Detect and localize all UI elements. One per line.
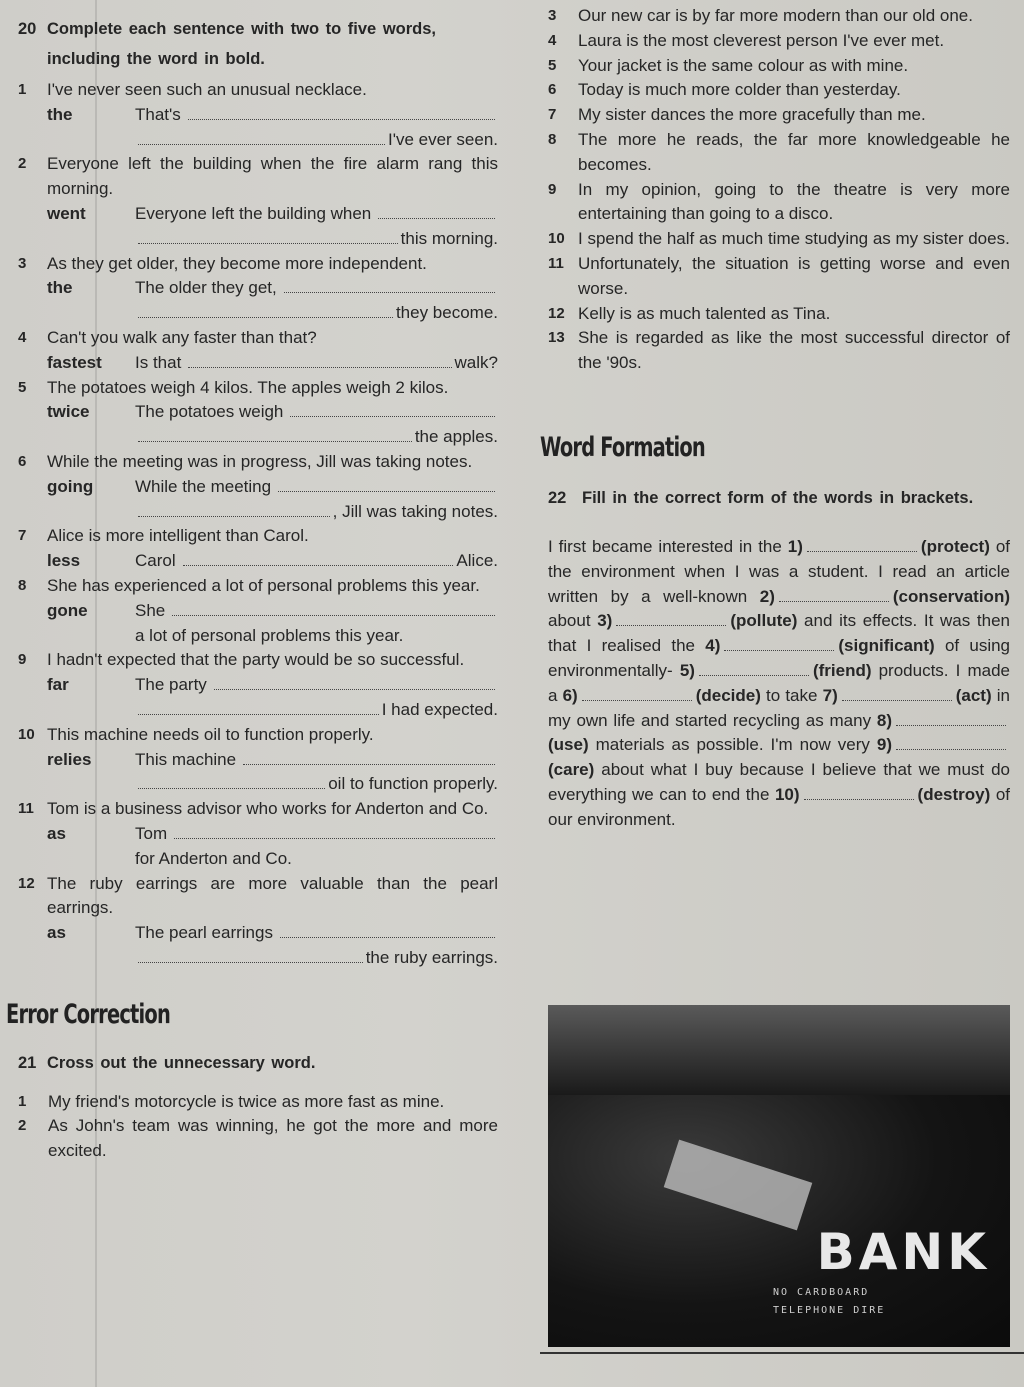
exercise-item <box>18 648 498 722</box>
exercise-20-items <box>18 78 498 971</box>
answer-row <box>47 202 498 227</box>
exercise-item <box>18 78 498 152</box>
divider-line <box>540 1352 1024 1354</box>
item-number: 12 <box>548 304 565 322</box>
item-number: 2 <box>18 155 27 173</box>
answer-row-text: I've ever seen. <box>387 129 498 149</box>
photo-bank-sign: BANK <box>816 1223 990 1281</box>
item-number: 1 <box>18 81 27 98</box>
answer-row <box>47 624 498 649</box>
passage-text: I first became interested in the <box>548 536 788 556</box>
item-sentence[interactable]: My sister dances the more gracefully than me. <box>578 105 926 125</box>
answer-blank-input[interactable] <box>842 688 952 701</box>
keyword-bold: the <box>47 104 73 124</box>
answer-blank-input[interactable] <box>779 589 889 602</box>
answer-row <box>47 475 498 500</box>
photo-sign-line: TELEPHONE DIRE <box>773 1305 886 1316</box>
blank-number: 7) <box>822 685 838 705</box>
keyword-bold: fastest <box>47 352 102 372</box>
answer-row-text: While the meeting <box>135 476 272 496</box>
exercise-item <box>18 1090 498 1115</box>
item-number: 7 <box>18 527 27 545</box>
base-word-bold: (act) <box>955 685 992 705</box>
passage-text: in my own life and started recycling as many <box>548 685 1010 730</box>
answer-blank-input[interactable] <box>896 737 1006 750</box>
answer-blank-input[interactable] <box>243 750 495 765</box>
exercise-item <box>18 152 498 251</box>
item-number: 8 <box>548 130 557 148</box>
item-number: 10 <box>18 725 35 743</box>
answer-row-text: a lot of personal problems this year. <box>135 625 404 645</box>
item-number: 12 <box>18 874 35 892</box>
answer-row-text: for Anderton and Co. <box>135 848 292 868</box>
answer-blank-input[interactable] <box>138 229 398 244</box>
word-formation-passage <box>548 535 1010 833</box>
answer-blank-input[interactable] <box>138 774 325 789</box>
blank-number: 6) <box>562 685 578 705</box>
answer-row-text: The pearl earrings <box>135 923 273 943</box>
item-number: 4 <box>18 328 27 346</box>
exercise-22-header <box>548 483 1010 513</box>
exercise-instruction: Fill in the correct form of the words in brackets. <box>582 488 974 507</box>
base-word-bold: (use) <box>548 735 589 755</box>
item-number: 3 <box>18 254 27 272</box>
answer-row <box>47 128 498 153</box>
exercise-item <box>548 178 1010 228</box>
item-sentence[interactable]: My friend's motorcycle is twice as more fast as mine. <box>48 1091 445 1111</box>
answer-row-text: This machine <box>135 749 237 769</box>
answer-row-text: The older they get, <box>135 278 277 298</box>
answer-row-text: I had expected. <box>381 699 498 719</box>
keyword-bold: relies <box>47 749 92 769</box>
answer-blank-input[interactable] <box>174 824 495 839</box>
answer-blank-input[interactable] <box>278 477 495 492</box>
passage-text: and its effects. It was then that I realised the <box>548 611 1011 656</box>
answer-row <box>47 425 498 450</box>
exercise-item <box>18 574 498 648</box>
base-word-bold: (protect) <box>920 536 990 556</box>
answer-blank-input[interactable] <box>183 551 454 566</box>
item-sentence: Alice is more intelligent than Carol. <box>47 526 309 546</box>
item-number: 7 <box>548 106 557 124</box>
bank-photo <box>548 1005 1010 1347</box>
answer-row <box>47 822 498 847</box>
photo-sign-line: NO CARDBOARD <box>773 1287 870 1298</box>
keyword-bold: less <box>47 551 81 571</box>
answer-blank-input[interactable] <box>138 948 363 963</box>
answer-row-text: Tom <box>135 823 168 843</box>
answer-row-text: the ruby earrings. <box>365 947 498 967</box>
base-word-bold: (conservation) <box>892 586 1010 606</box>
answer-row-text: oil to function properly. <box>328 774 498 794</box>
answer-row <box>47 946 498 971</box>
exercise-item <box>548 54 1010 79</box>
item-number: 3 <box>548 7 557 24</box>
answer-blank-input[interactable] <box>804 787 914 800</box>
item-sentence: I hadn't expected that the party would be so successful. <box>47 650 465 670</box>
item-sentence: Can't you walk any faster than that? <box>47 327 317 347</box>
base-word-bold: (pollute) <box>730 611 798 631</box>
answer-row <box>47 351 498 376</box>
keyword-bold: went <box>47 203 86 223</box>
answer-blank-input[interactable] <box>807 539 917 552</box>
exercise-item <box>18 723 498 797</box>
answer-row-text: walk? <box>454 352 498 372</box>
base-word-bold: (friend) <box>812 660 872 680</box>
item-sentence: She has experienced a lot of personal problems this year. <box>47 575 480 595</box>
item-sentence[interactable]: She is regarded as like the most successful director of the '90s. <box>578 328 1010 373</box>
answer-row <box>47 698 498 723</box>
answer-blank-input[interactable] <box>138 427 412 442</box>
answer-blank-input[interactable] <box>582 688 692 701</box>
answer-row-text: they become. <box>395 303 498 323</box>
answer-blank-input[interactable] <box>724 638 834 651</box>
answer-row <box>47 227 498 252</box>
item-sentence: While the meeting was in progress, Jill was taking notes. <box>47 451 473 471</box>
answer-row-text: Alice. <box>456 551 498 571</box>
answer-row-text: She <box>135 600 166 620</box>
exercise-item <box>18 376 498 450</box>
answer-row-text: the apples. <box>414 427 498 447</box>
passage-text: to take <box>760 685 823 705</box>
answer-blank-input[interactable] <box>138 700 379 715</box>
answer-row <box>47 400 498 425</box>
answer-blank-input[interactable] <box>138 502 330 517</box>
passage-text: about what I buy because I believe that we must do everything we can to end the <box>548 760 1010 804</box>
passage-text: of the environment when I was a student. I read an article written by a well-known <box>548 536 1010 606</box>
item-number: 4 <box>548 31 557 49</box>
exercise-20-header <box>18 14 498 74</box>
photo-paper <box>664 1140 813 1231</box>
exercise-item <box>548 103 1010 128</box>
passage-text: about <box>548 611 598 631</box>
answer-blank-input[interactable] <box>188 105 495 120</box>
passage-text: products. I made a <box>548 660 1010 705</box>
answer-row <box>47 276 498 301</box>
exercise-item <box>548 78 1010 103</box>
exercise-item <box>548 29 1010 54</box>
right-column <box>540 4 1011 833</box>
exercise-item <box>548 252 1010 302</box>
item-number: 9 <box>18 651 27 669</box>
item-sentence: Everyone left the building when the fire alarm rang this morning. <box>47 154 498 199</box>
exercise-21-items-left <box>18 1090 498 1164</box>
keyword-bold: going <box>47 476 94 496</box>
passage-text: of our environment. <box>548 784 1010 829</box>
item-sentence: The potatoes weigh 4 kilos. The apples weigh 2 kilos. <box>47 377 449 397</box>
item-sentence[interactable]: Your jacket is the same colour as with mine. <box>578 55 909 75</box>
item-number: 6 <box>548 81 557 99</box>
base-word-bold: (decide) <box>695 685 761 705</box>
answer-row <box>47 921 498 946</box>
answer-row <box>47 772 498 797</box>
section-title-error-correction: Error Correction <box>6 998 170 1030</box>
blank-number: 4) <box>705 636 721 656</box>
exercise-item <box>548 128 1010 178</box>
answer-row-text: That's <box>135 104 181 124</box>
item-sentence[interactable]: Today is much more colder than yesterday. <box>578 80 901 100</box>
answer-blank-input[interactable] <box>214 675 495 690</box>
photo-background <box>548 1005 1010 1095</box>
keyword-bold: gone <box>47 600 88 620</box>
item-number: 2 <box>18 1117 27 1135</box>
answer-blank-input[interactable] <box>188 353 451 368</box>
answer-row-text: Carol <box>135 551 176 571</box>
base-word-bold: (significant) <box>838 636 935 656</box>
exercise-instruction: Cross out the unnecessary word. <box>47 1053 316 1072</box>
keyword-bold: twice <box>47 402 90 422</box>
exercise-item <box>548 227 1010 252</box>
exercise-item <box>18 326 498 376</box>
item-number: 11 <box>18 800 34 818</box>
exercise-number: 21 <box>18 1053 37 1072</box>
item-sentence[interactable]: Our new car is by far more modern than our old one. <box>578 6 973 25</box>
exercise-item <box>18 872 498 971</box>
answer-blank-input[interactable] <box>616 613 726 626</box>
left-column <box>6 14 498 1164</box>
answer-row <box>47 301 498 326</box>
item-sentence[interactable]: In my opinion, going to the theatre is very more entertaining than going to a disco. <box>578 179 1010 224</box>
item-number: 5 <box>18 378 27 396</box>
item-sentence[interactable]: As John's team was winning, he got the more and more excited. <box>48 1116 498 1161</box>
answer-row <box>47 748 498 773</box>
answer-blank-input[interactable] <box>138 130 385 145</box>
answer-blank-input[interactable] <box>280 923 495 938</box>
exercise-item <box>18 1114 498 1164</box>
answer-row-text: Is that <box>135 352 182 372</box>
item-sentence[interactable]: Unfortunately, the situation is getting worse and even worse. <box>578 253 1010 298</box>
answer-blank-input[interactable] <box>172 601 495 616</box>
blank-number: 1) <box>787 536 803 556</box>
keyword-bold: as <box>47 823 66 843</box>
keyword-bold: the <box>47 278 73 298</box>
answer-row-text: this morning. <box>400 228 498 248</box>
blank-number: 5) <box>679 660 695 680</box>
exercise-number: 22 <box>548 488 567 507</box>
answer-blank-input[interactable] <box>138 303 393 318</box>
item-sentence[interactable]: The more he reads, the far more knowledgeable he becomes. <box>578 129 1010 174</box>
base-word-bold: (destroy) <box>917 784 991 804</box>
answer-row-text: The potatoes weigh <box>135 402 284 422</box>
keyword-bold: as <box>47 923 66 943</box>
item-number: 8 <box>18 576 27 594</box>
exercise-instruction: Complete each sentence with two to five words, including the word in bold. <box>47 20 436 68</box>
passage-text: of using environmentally- <box>548 636 1011 680</box>
item-number: 11 <box>548 254 564 272</box>
item-number: 6 <box>18 452 27 470</box>
exercise-21-items-right <box>548 4 1010 376</box>
answer-row <box>47 500 498 525</box>
exercise-item <box>18 450 498 524</box>
item-sentence: I've never seen such an unusual necklace. <box>47 80 367 99</box>
item-number: 1 <box>18 1092 27 1110</box>
passage-text: materials as possible. I'm now very <box>588 735 877 755</box>
item-sentence: The ruby earrings are more valuable than the pearl earrings. <box>47 873 498 918</box>
blank-number: 2) <box>759 586 775 606</box>
item-number: 5 <box>548 56 557 74</box>
item-number: 10 <box>548 230 565 248</box>
item-sentence: As they get older, they become more independent. <box>47 253 427 273</box>
blank-number: 10) <box>774 784 800 804</box>
answer-row-text: Everyone left the building when <box>135 203 372 223</box>
exercise-item <box>18 524 498 574</box>
answer-blank-input[interactable] <box>284 278 495 293</box>
item-sentence[interactable]: Laura is the most cleverest person I've ever met. <box>578 30 945 50</box>
base-word-bold: (care) <box>548 760 595 780</box>
exercise-item <box>548 302 1010 327</box>
answer-row-text: The party <box>135 675 207 695</box>
answer-blank-input[interactable] <box>378 204 495 219</box>
item-number: 9 <box>548 180 557 198</box>
exercise-item <box>18 797 498 871</box>
exercise-21-header <box>18 1048 498 1078</box>
answer-row-text: , Jill was taking notes. <box>332 501 498 521</box>
answer-row <box>47 103 498 128</box>
exercise-item <box>548 4 1010 29</box>
answer-row <box>47 847 498 872</box>
keyword-bold: far <box>47 675 69 695</box>
answer-row <box>47 673 498 698</box>
answer-blank-input[interactable] <box>699 663 809 676</box>
item-number: 13 <box>548 329 565 347</box>
answer-row <box>47 599 498 624</box>
item-sentence: This machine needs oil to function properly. <box>47 724 374 744</box>
blank-number: 8) <box>876 710 892 730</box>
item-sentence: Tom is a business advisor who works for Anderton and Co. <box>47 799 489 819</box>
answer-blank-input[interactable] <box>896 713 1006 726</box>
exercise-number: 20 <box>18 20 37 38</box>
item-sentence[interactable]: I spend the half as much time studying as my sister does. <box>578 229 1010 249</box>
exercise-item <box>548 326 1010 376</box>
exercise-item <box>18 252 498 326</box>
answer-blank-input[interactable] <box>290 402 495 417</box>
answer-row <box>47 549 498 574</box>
blank-number: 3) <box>597 611 613 631</box>
section-title-word-formation: Word Formation <box>540 431 705 463</box>
blank-number: 9) <box>876 735 892 755</box>
item-sentence[interactable]: Kelly is as much talented as Tina. <box>578 303 831 323</box>
